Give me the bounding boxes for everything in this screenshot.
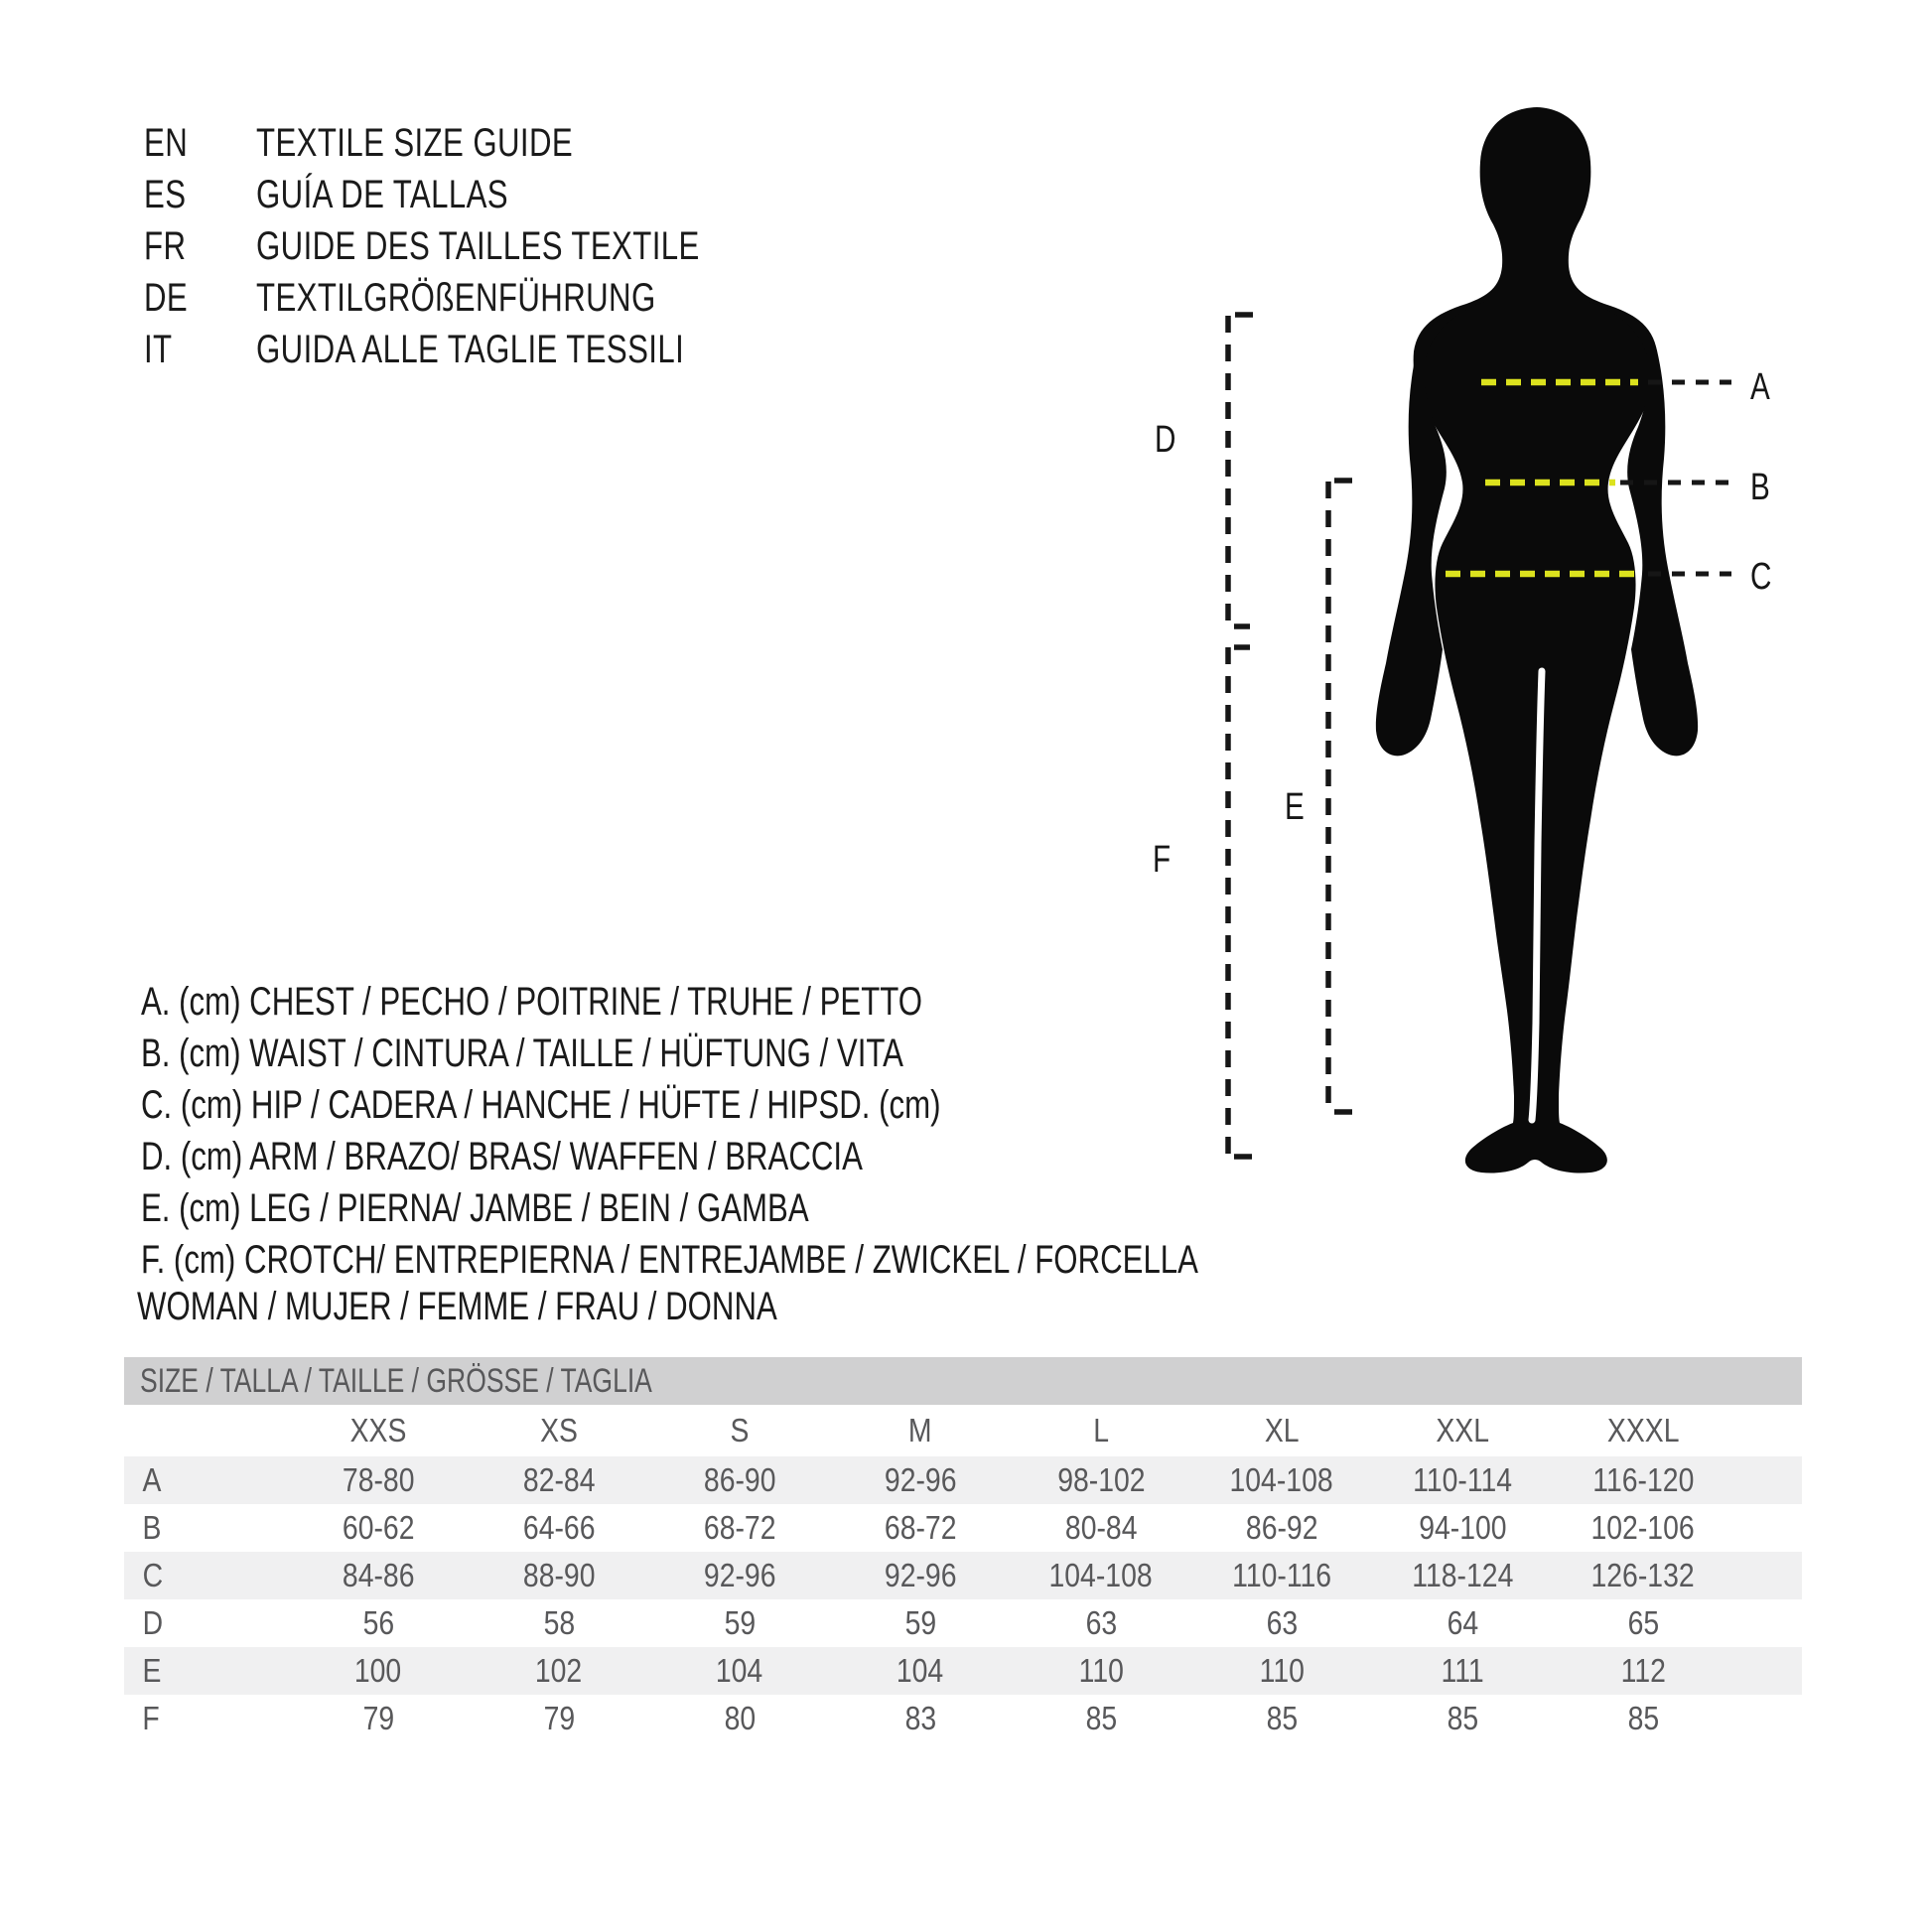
size-table-header: SIZE / TALLA / TAILLE / GRÖSSE / TAGLIA — [124, 1357, 1802, 1405]
cell-value — [830, 1509, 1011, 1547]
cell-value — [1011, 1557, 1191, 1594]
size-table — [124, 1357, 1802, 1742]
cell-value-text: 104-108 — [1229, 1461, 1334, 1498]
guide-title-text: GUIDA ALLE TAGLIE TESSILI — [256, 328, 685, 371]
size-column-header — [1553, 1412, 1733, 1449]
guide-title-text: TEXTILE SIZE GUIDE — [256, 121, 574, 165]
cell-value-text: 65 — [1627, 1604, 1659, 1641]
row-label-text: E — [142, 1652, 162, 1689]
cell-value-text: 78-80 — [342, 1461, 415, 1498]
cell-value — [1553, 1700, 1733, 1737]
cell-value — [1372, 1604, 1553, 1642]
cell-value-text: 126-132 — [1590, 1557, 1696, 1593]
cell-value-text: 116-120 — [1591, 1461, 1695, 1498]
row-label — [124, 1557, 288, 1594]
size-column-header-text: XXL — [1436, 1412, 1489, 1448]
cell-value-text: 85 — [1266, 1700, 1298, 1736]
size-column-header — [1011, 1412, 1191, 1449]
cell-value — [1372, 1509, 1553, 1547]
table-row — [124, 1456, 1802, 1504]
cell-value — [1191, 1461, 1372, 1499]
cell-value — [469, 1509, 649, 1547]
cell-value-text: 104 — [716, 1652, 763, 1689]
language-code — [144, 324, 256, 375]
cell-value — [288, 1509, 469, 1547]
cell-value — [288, 1652, 469, 1690]
measurement-description-text: C. (cm) HIP / CADERA / HANCHE / HÜFTE / HIPSD. (cm) — [141, 1083, 941, 1127]
guide-title — [256, 169, 825, 220]
table-row — [124, 1647, 1802, 1695]
row-label — [124, 1509, 288, 1547]
cell-value — [1372, 1700, 1553, 1737]
cell-value — [1011, 1509, 1191, 1547]
measurement-description — [141, 976, 1496, 1028]
cell-value — [1553, 1604, 1733, 1642]
measurement-description-text: A. (cm) CHEST / PECHO / POITRINE / TRUHE / PETTO — [141, 980, 923, 1024]
size-column-header — [1191, 1412, 1372, 1449]
marker-label-hip: C — [1750, 556, 1772, 598]
language-code — [144, 117, 256, 169]
cell-value-text: 110 — [1259, 1652, 1305, 1689]
language-code-text: FR — [144, 224, 187, 268]
row-label — [124, 1700, 288, 1737]
cell-value-text: 79 — [362, 1700, 394, 1736]
cell-value-text: 92-96 — [884, 1461, 957, 1498]
cell-value — [1191, 1652, 1372, 1690]
cell-value — [288, 1700, 469, 1737]
cell-value — [1011, 1604, 1191, 1642]
cell-value-text: 100 — [354, 1652, 402, 1689]
cell-value-text: 110-114 — [1413, 1461, 1512, 1498]
cell-value — [649, 1700, 830, 1737]
size-column-header — [288, 1412, 469, 1449]
cell-value-text: 80-84 — [1064, 1509, 1138, 1546]
guide-title — [256, 324, 825, 375]
cell-value-text: 104-108 — [1048, 1557, 1154, 1593]
size-column-header — [1372, 1412, 1553, 1449]
measurement-description-list — [141, 976, 1496, 1286]
cell-value — [469, 1652, 649, 1690]
row-label — [124, 1461, 288, 1499]
cell-value — [830, 1652, 1011, 1690]
size-column-header-text: M — [908, 1412, 932, 1448]
cell-value — [469, 1604, 649, 1642]
table-row — [124, 1504, 1802, 1552]
cell-value — [649, 1557, 830, 1594]
cell-value-text: 64 — [1447, 1604, 1478, 1641]
guide-title — [256, 220, 825, 272]
cell-value-text: 98-102 — [1056, 1461, 1146, 1498]
marker-label-crotch: F — [1153, 839, 1172, 881]
cell-value — [1553, 1461, 1733, 1499]
cell-value — [649, 1604, 830, 1642]
cell-value-text: 85 — [1085, 1700, 1117, 1736]
cell-value — [288, 1557, 469, 1594]
cell-value-text: 82-84 — [522, 1461, 596, 1498]
cell-value — [649, 1461, 830, 1499]
cell-value — [469, 1461, 649, 1499]
cell-value-text: 85 — [1627, 1700, 1659, 1736]
row-label-text: A — [142, 1461, 162, 1498]
language-code-text: ES — [144, 173, 187, 216]
cell-value-text: 86-90 — [703, 1461, 776, 1498]
cell-value — [1011, 1652, 1191, 1690]
row-label — [124, 1604, 288, 1642]
cell-value-text: 110-116 — [1232, 1557, 1331, 1593]
cell-value — [1372, 1461, 1553, 1499]
language-row — [144, 169, 825, 220]
cell-value-text: 83 — [904, 1700, 936, 1736]
cell-value-text: 118-124 — [1411, 1557, 1514, 1593]
cell-value-text: 63 — [1266, 1604, 1298, 1641]
marker-label-arm: D — [1155, 419, 1176, 461]
cell-value — [649, 1509, 830, 1547]
measurement-description — [141, 1234, 1496, 1286]
cell-value-text: 60-62 — [342, 1509, 415, 1546]
language-row — [144, 324, 825, 375]
guide-title — [256, 117, 825, 169]
size-column-header — [469, 1412, 649, 1449]
cell-value-text: 92-96 — [884, 1557, 957, 1593]
row-label-text: D — [142, 1604, 164, 1641]
measurement-description — [141, 1028, 1496, 1079]
measurement-description-text: F. (cm) CROTCH/ ENTREPIERNA / ENTREJAMBE / ZWICKEL / FORCELLA — [141, 1238, 1198, 1282]
row-label-text: B — [142, 1509, 162, 1546]
guide-title-text: GUÍA DE TALLAS — [256, 173, 509, 216]
cell-value — [1372, 1652, 1553, 1690]
measurement-description — [141, 1182, 1496, 1234]
row-label-text: F — [142, 1700, 160, 1736]
size-column-header-text: L — [1093, 1412, 1109, 1448]
measurement-description-text: B. (cm) WAIST / CINTURA / TAILLE / HÜFTUNG / VITA — [141, 1032, 903, 1075]
cell-value — [469, 1700, 649, 1737]
cell-value — [830, 1461, 1011, 1499]
size-column-header-text: XXS — [349, 1412, 407, 1448]
language-code — [144, 272, 256, 324]
row-label — [124, 1652, 288, 1690]
size-column-header — [830, 1412, 1011, 1449]
language-code-text: EN — [144, 121, 189, 165]
cell-value — [1191, 1700, 1372, 1737]
language-row — [144, 117, 825, 169]
language-code — [144, 169, 256, 220]
cell-value-text: 92-96 — [703, 1557, 776, 1593]
cell-value — [1191, 1509, 1372, 1547]
guide-title — [256, 272, 825, 324]
cell-value — [469, 1557, 649, 1594]
size-column-header-text: XXXL — [1606, 1412, 1680, 1448]
cell-value-text: 79 — [543, 1700, 575, 1736]
cell-value-text: 85 — [1447, 1700, 1478, 1736]
size-column-header-text: XS — [540, 1412, 578, 1448]
cell-value — [830, 1700, 1011, 1737]
table-row — [124, 1695, 1802, 1742]
measurement-description — [141, 1131, 1496, 1182]
measurement-description-text: E. (cm) LEG / PIERNA/ JAMBE / BEIN / GAMBA — [141, 1186, 809, 1230]
guide-title-text: TEXTILGRÖßENFÜHRUNG — [256, 276, 656, 320]
cell-value — [1191, 1604, 1372, 1642]
cell-value-text: 112 — [1620, 1652, 1666, 1689]
cell-value — [288, 1604, 469, 1642]
row-label-text: C — [142, 1557, 164, 1593]
cell-value-text: 111 — [1441, 1652, 1484, 1689]
cell-value — [1011, 1461, 1191, 1499]
cell-value — [288, 1461, 469, 1499]
cell-value-text: 94-100 — [1418, 1509, 1507, 1546]
cell-value-text: 102 — [535, 1652, 583, 1689]
language-title-list — [144, 117, 825, 375]
table-row — [124, 1599, 1802, 1647]
size-table-sizes-row — [124, 1405, 1802, 1456]
marker-label-waist: B — [1750, 467, 1770, 508]
table-row — [124, 1552, 1802, 1599]
size-column-header-text: S — [730, 1412, 750, 1448]
measurement-description-text: D. (cm) ARM / BRAZO/ BRAS/ WAFFEN / BRACCIA — [141, 1135, 863, 1178]
guide-title-text: GUIDE DES TAILLES TEXTILE — [256, 224, 700, 268]
cell-value — [830, 1557, 1011, 1594]
cell-value-text: 63 — [1085, 1604, 1117, 1641]
size-column-header-text: XL — [1264, 1412, 1300, 1448]
language-row — [144, 272, 825, 324]
cell-value — [649, 1652, 830, 1690]
cell-value-text: 86-92 — [1245, 1509, 1318, 1546]
cell-value-text: 56 — [362, 1604, 394, 1641]
cell-value-text: 64-66 — [522, 1509, 596, 1546]
measurement-description — [141, 1079, 1496, 1131]
language-code-text: IT — [144, 328, 173, 371]
cell-value-text: 80 — [724, 1700, 756, 1736]
cell-value-text: 59 — [904, 1604, 936, 1641]
language-code — [144, 220, 256, 272]
cell-value — [1011, 1700, 1191, 1737]
cell-value — [830, 1604, 1011, 1642]
cell-value-text: 102-106 — [1590, 1509, 1696, 1546]
cell-value-text: 104 — [897, 1652, 944, 1689]
cell-value — [1553, 1557, 1733, 1594]
cell-value — [1372, 1557, 1553, 1594]
marker-label-chest: A — [1750, 366, 1770, 408]
cell-value-text: 88-90 — [522, 1557, 596, 1593]
cell-value — [1553, 1509, 1733, 1547]
cell-value-text: 58 — [543, 1604, 575, 1641]
cell-value-text: 68-72 — [703, 1509, 776, 1546]
cell-value-text: 110 — [1078, 1652, 1124, 1689]
size-column-header — [649, 1412, 830, 1449]
language-row — [144, 220, 825, 272]
marker-label-leg: E — [1285, 786, 1305, 828]
cell-value-text: 68-72 — [884, 1509, 957, 1546]
cell-value-text: 59 — [724, 1604, 756, 1641]
cell-value — [1553, 1652, 1733, 1690]
cell-value-text: 84-86 — [342, 1557, 415, 1593]
language-code-text: DE — [144, 276, 189, 320]
gender-heading: WOMAN / MUJER / FEMME / FRAU / DONNA — [137, 1285, 777, 1328]
cell-value — [1191, 1557, 1372, 1594]
